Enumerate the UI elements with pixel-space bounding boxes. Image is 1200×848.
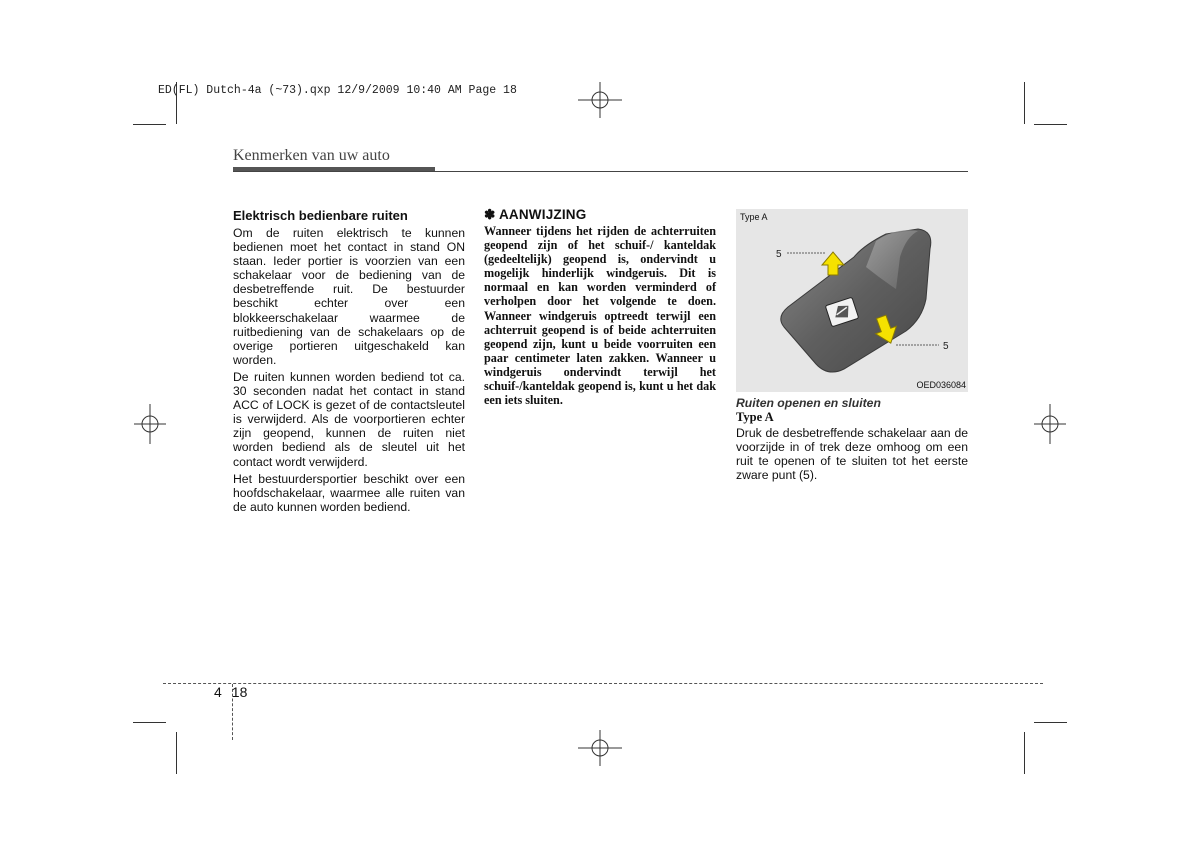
note-heading: ✽ AANWIJZING [484, 207, 587, 222]
window-switch-figure [736, 209, 968, 392]
crop-mark [176, 732, 177, 774]
label-5-bottom: 5 [943, 341, 949, 352]
paragraph: Druk de desbetreffende schakelaar aan de voorzijde in of trek deze omhoog om een ruit te openen of te sluiten tot het eerste zware punt (5). [736, 426, 968, 483]
figure-caption: Ruiten openen en sluiten [736, 396, 881, 410]
crop-mark [1034, 722, 1067, 723]
figure-type-label: Type A [740, 212, 768, 222]
page-number [214, 684, 247, 700]
section-heading: Elektrisch bedienbare ruiten [233, 208, 408, 223]
figure-code: OED036084 [916, 380, 966, 390]
subheading: Type A [736, 410, 774, 425]
note-box [484, 207, 716, 407]
registration-mark-left [134, 404, 166, 444]
paragraph: Om de ruiten elektrisch te kunnen bedienen moet het contact in stand ON staan. Ieder portier is voorzien van een schakelaar voor de bediening van de desbetreffende ruit. De bestuurder beschikt echter over een blokkeerschakelaar waarmee de ruitbediening van de schakelaars op de overige portieren uitgeschakeld kan worden. [233, 226, 465, 367]
crop-mark [1024, 82, 1025, 124]
section-title: Kenmerken van uw auto [233, 147, 390, 164]
registration-mark-bottom [578, 730, 622, 766]
label-5-top: 5 [776, 249, 782, 260]
note-body: Wanneer tijdens het rijden de achterruiten geopend zijn of het schuif-/ kanteldak (gedeeltelijk) geopend is, ondervindt u mogelijk hinderlijk windgeruis. Dit is normaal en kan worden verminderd of verholpen door het volgende te doen. Wanneer windgeruis optreedt terwijl een achterruit geopend is of beide achterruiten geopend zijn, kunt u beide voorruiten een paar centimeter laten zakken. Wanneer u windgeruis ondervindt terwijl het schuif-/kanteldak geopend is, kunt u het dak een iets sluiten. [484, 224, 716, 408]
header-rule [233, 171, 968, 172]
crop-mark [1024, 732, 1025, 774]
column-main-text [233, 208, 465, 517]
footer-rule [163, 683, 1043, 684]
column-figure-text [736, 396, 968, 482]
crop-mark [133, 124, 166, 125]
crop-mark [133, 722, 166, 723]
window-switch-illustration [736, 209, 968, 392]
crop-mark [1034, 124, 1067, 125]
page-number-value: 18 [231, 684, 248, 700]
registration-mark-top [578, 82, 622, 118]
paragraph: Het bestuurdersportier beschikt over een hoofdschakelaar, waarmee alle ruiten van de auto kunnen worden bediend. [233, 471, 465, 514]
print-slug: ED(FL) Dutch-4a (~73).qxp 12/9/2009 10:40 AM Page 18 [158, 84, 517, 97]
registration-mark-right [1034, 404, 1066, 444]
paragraph: De ruiten kunnen worden bediend tot ca. 30 seconden nadat het contact in stand ACC of LOCK is gezet of de contactsleutel is verwijderd. Als de voorportieren echter zijn geopend, kunnen de ruiten niet worden bediend als de sleutel uit het contact wordt verwijderd. [233, 369, 465, 469]
chapter-number: 4 [214, 684, 222, 700]
